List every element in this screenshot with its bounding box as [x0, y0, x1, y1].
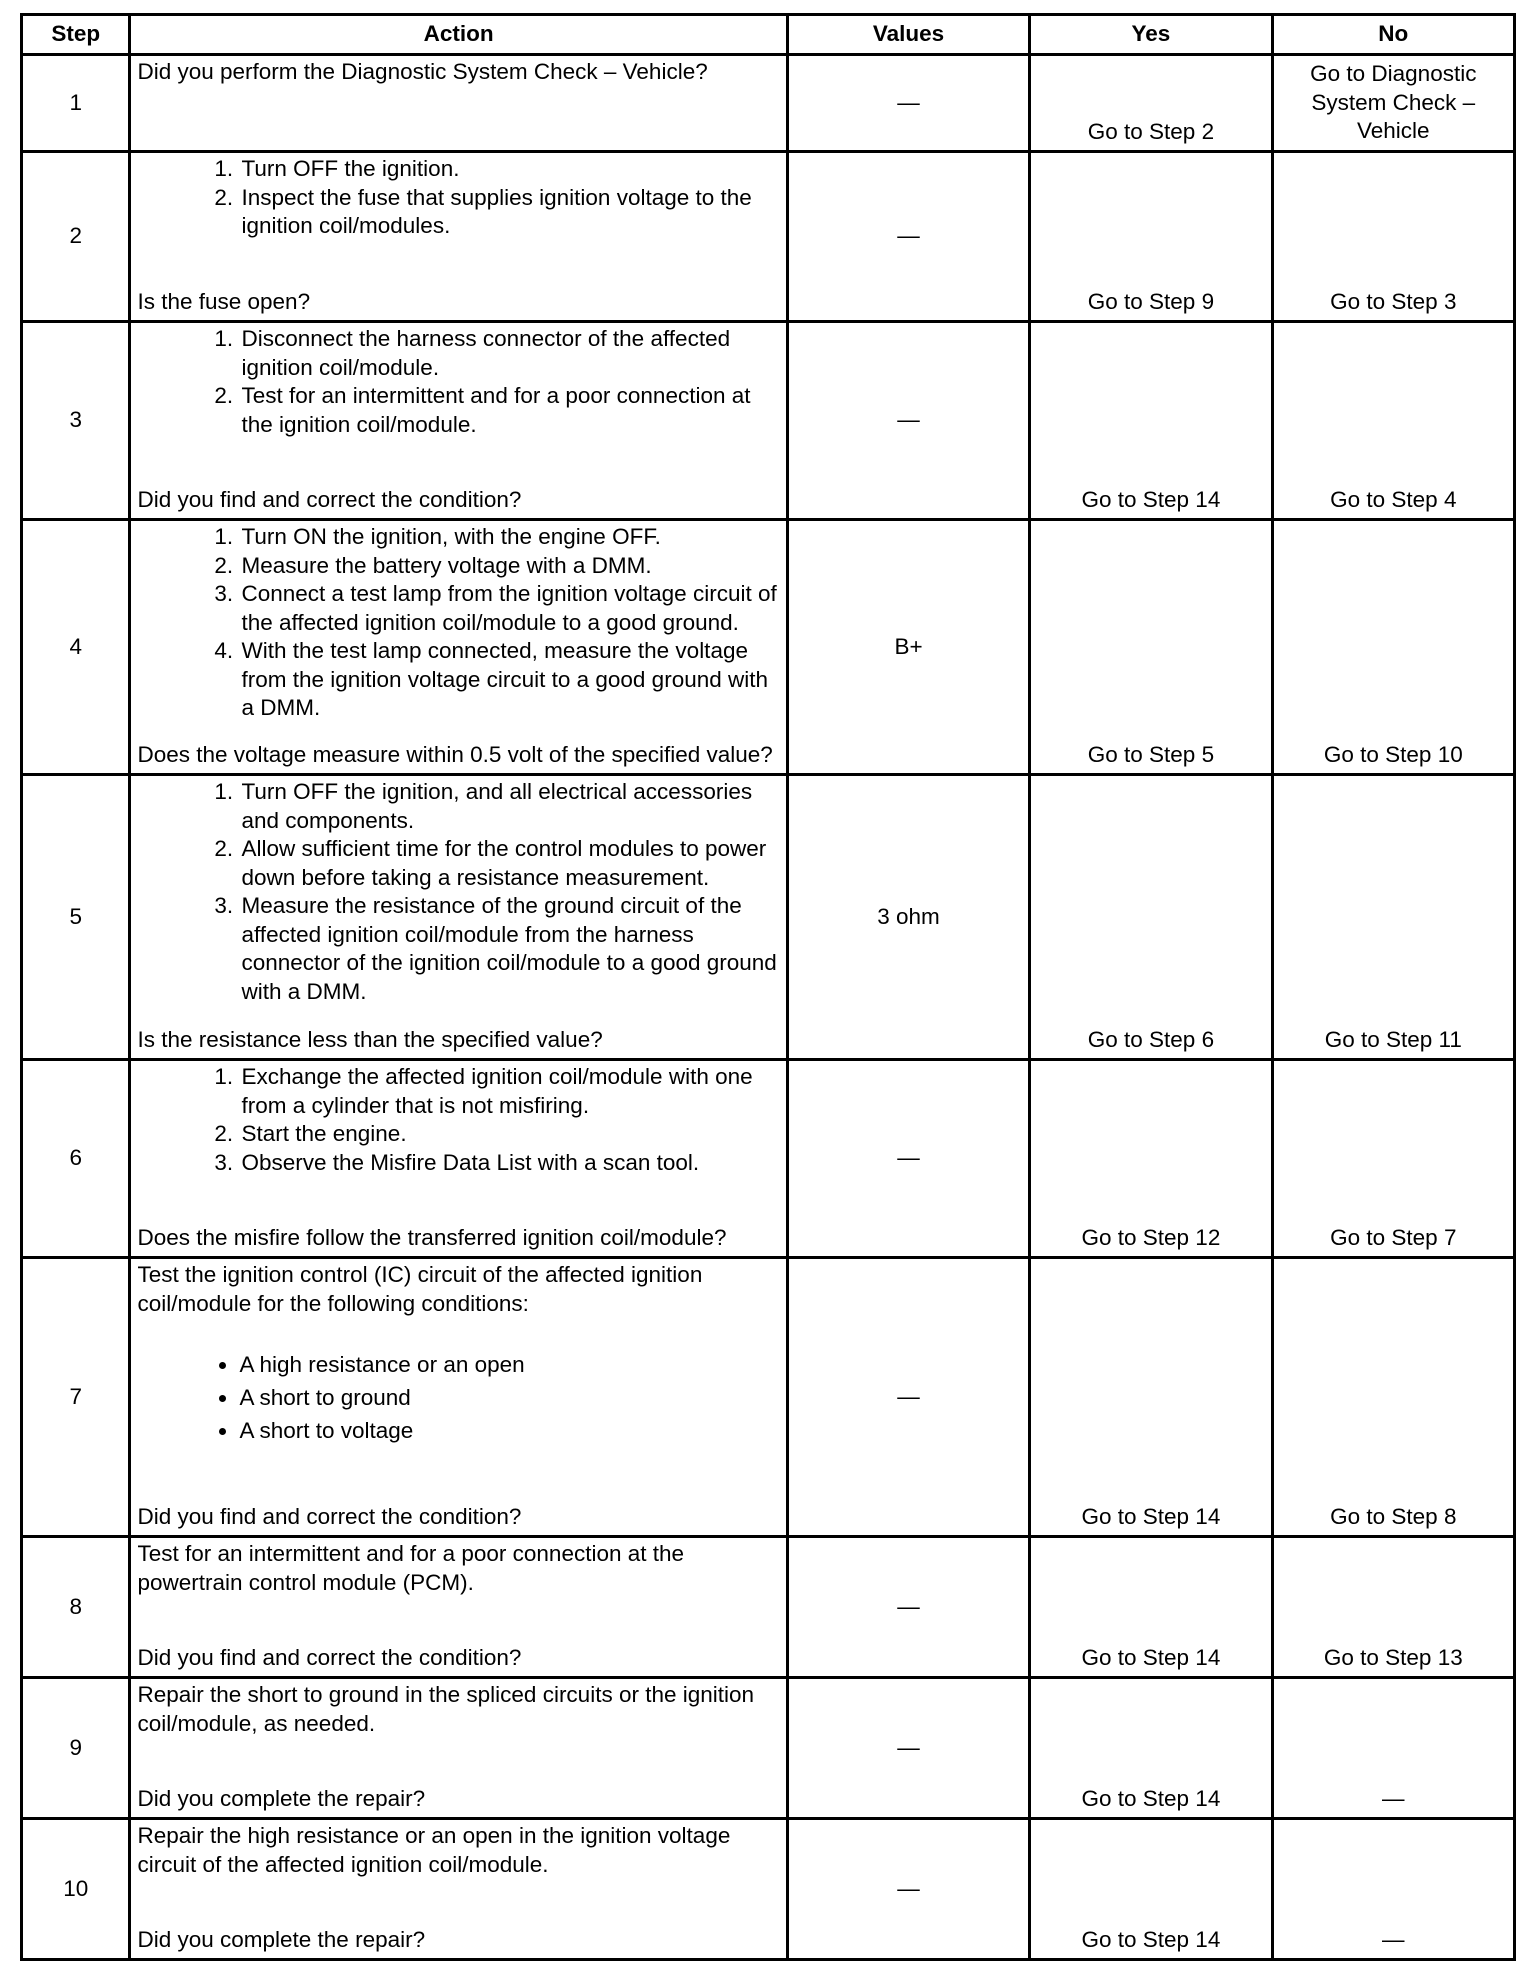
action-question: Does the misfire follow the transferred ignition coil/module?	[137, 1224, 727, 1250]
header-row	[22, 15, 1515, 55]
yes-cell: Go to Step 14	[1030, 1537, 1272, 1678]
action-cell	[130, 55, 787, 152]
value-cell: —	[787, 1819, 1029, 1960]
value-cell: —	[787, 1678, 1029, 1819]
step-number: 10	[22, 1819, 130, 1960]
action-step-item: 1. Exchange the affected ignition coil/module with one from a cylinder that is not misfiring.	[239, 1063, 779, 1120]
no-cell: Go to Step 10	[1272, 520, 1514, 775]
action-question: Did you find and correct the condition?	[137, 1503, 522, 1529]
step-number: 6	[22, 1060, 130, 1258]
yes-cell: Go to Step 12	[1030, 1060, 1272, 1258]
table-row	[22, 1537, 1515, 1678]
action-step-item: 1. Turn OFF the ignition, and all electrical accessories and components.	[239, 778, 779, 835]
step-number: 4	[22, 520, 130, 775]
value-cell: B+	[787, 520, 1029, 775]
yes-cell: Go to Step 5	[1030, 520, 1272, 775]
action-cell	[130, 775, 787, 1060]
no-cell: Go to Diagnostic System Check – Vehicle	[1272, 55, 1514, 152]
step-number: 3	[22, 322, 130, 520]
action-steps	[137, 155, 779, 241]
action-step-item: 1. Disconnect the harness connector of the affected ignition coil/module.	[239, 325, 779, 382]
action-step-item: 3. Connect a test lamp from the ignition voltage circuit of the affected ignition coil/module to a good ground.	[239, 580, 779, 637]
action-cell	[130, 1060, 787, 1258]
value-cell: 3 ohm	[787, 775, 1029, 1060]
header-no: No	[1272, 15, 1514, 55]
action-question: Did you find and correct the condition?	[137, 1644, 522, 1670]
header-step: Step	[22, 15, 130, 55]
no-cell: Go to Step 8	[1272, 1258, 1514, 1537]
action-step-item: 1. Turn OFF the ignition.	[239, 155, 779, 184]
table-row	[22, 1678, 1515, 1819]
condition-item: • A high resistance or an open	[239, 1348, 779, 1381]
no-cell: —	[1272, 1819, 1514, 1960]
yes-cell: Go to Step 9	[1030, 152, 1272, 322]
no-cell: Go to Step 3	[1272, 152, 1514, 322]
action-cell	[130, 1258, 787, 1537]
action-cell	[130, 1678, 787, 1819]
value-cell: —	[787, 55, 1029, 152]
yes-cell: Go to Step 2	[1030, 55, 1272, 152]
action-step-item: 4. With the test lamp connected, measure the voltage from the ignition voltage circuit to a good ground with a DMM.	[239, 637, 779, 723]
action-text: Repair the high resistance or an open in the ignition voltage circuit of the affected ignition coil/module.	[137, 1823, 731, 1877]
value-cell: —	[787, 1060, 1029, 1258]
table-row	[22, 152, 1515, 322]
value-cell: —	[787, 322, 1029, 520]
action-step-item: 2. Start the engine.	[239, 1120, 779, 1149]
action-cell	[130, 1819, 787, 1960]
header-yes: Yes	[1030, 15, 1272, 55]
action-question: Is the resistance less than the specified value?	[137, 1026, 603, 1052]
action-cell	[130, 152, 787, 322]
yes-cell: Go to Step 14	[1030, 1678, 1272, 1819]
step-number: 1	[22, 55, 130, 152]
action-text: Test the ignition control (IC) circuit of the affected ignition coil/module for the following conditions:	[137, 1262, 703, 1316]
action-question: Did you complete the repair?	[137, 1926, 426, 1952]
action-steps	[137, 523, 779, 723]
yes-cell: Go to Step 14	[1030, 322, 1272, 520]
step-number: 7	[22, 1258, 130, 1537]
action-question: Did you perform the Diagnostic System Check – Vehicle?	[137, 59, 708, 84]
action-step-item: 2. Allow sufficient time for the control modules to power down before taking a resistance measurement.	[239, 835, 779, 892]
condition-item: • A short to ground	[239, 1381, 779, 1414]
action-question: Is the fuse open?	[137, 288, 311, 314]
yes-cell: Go to Step 14	[1030, 1819, 1272, 1960]
condition-list	[137, 1348, 779, 1447]
value-cell: —	[787, 152, 1029, 322]
step-number: 2	[22, 152, 130, 322]
action-step-item: 3. Measure the resistance of the ground circuit of the affected ignition coil/module from the harness connector of the ignition coil/module to a good ground with a DMM.	[239, 892, 779, 1006]
step-number: 9	[22, 1678, 130, 1819]
header-action: Action	[130, 15, 787, 55]
action-question: Did you complete the repair?	[137, 1785, 426, 1811]
action-step-item: 3. Observe the Misfire Data List with a scan tool.	[239, 1149, 779, 1178]
action-question: Does the voltage measure within 0.5 volt of the specified value?	[137, 741, 773, 767]
action-cell	[130, 520, 787, 775]
no-cell: —	[1272, 1678, 1514, 1819]
action-step-item: 2. Inspect the fuse that supplies ignition voltage to the ignition coil/modules.	[239, 184, 779, 241]
table-row	[22, 55, 1515, 152]
condition-item: • A short to voltage	[239, 1414, 779, 1447]
action-question: Did you find and correct the condition?	[137, 486, 522, 512]
table-row	[22, 1060, 1515, 1258]
action-steps	[137, 778, 779, 1006]
action-step-item: 2. Measure the battery voltage with a DMM.	[239, 552, 779, 581]
value-cell: —	[787, 1258, 1029, 1537]
action-steps	[137, 325, 779, 439]
no-cell: Go to Step 11	[1272, 775, 1514, 1060]
action-text: Repair the short to ground in the spliced circuits or the ignition coil/module, as needed.	[137, 1682, 755, 1736]
action-cell	[130, 1537, 787, 1678]
no-cell: Go to Step 13	[1272, 1537, 1514, 1678]
value-cell: —	[787, 1537, 1029, 1678]
action-steps	[137, 1063, 779, 1177]
action-text: Test for an intermittent and for a poor connection at the powertrain control module (PCM).	[137, 1541, 685, 1595]
no-cell: Go to Step 7	[1272, 1060, 1514, 1258]
table-row	[22, 775, 1515, 1060]
diagnostic-table	[20, 13, 1516, 1961]
table-row	[22, 322, 1515, 520]
header-values: Values	[787, 15, 1029, 55]
table-row	[22, 1819, 1515, 1960]
step-number: 8	[22, 1537, 130, 1678]
yes-cell: Go to Step 14	[1030, 1258, 1272, 1537]
action-step-item: 1. Turn ON the ignition, with the engine OFF.	[239, 523, 779, 552]
no-cell: Go to Step 4	[1272, 322, 1514, 520]
yes-cell: Go to Step 6	[1030, 775, 1272, 1060]
table-row	[22, 520, 1515, 775]
step-number: 5	[22, 775, 130, 1060]
action-step-item: 2. Test for an intermittent and for a poor connection at the ignition coil/module.	[239, 382, 779, 439]
table-row	[22, 1258, 1515, 1537]
action-cell	[130, 322, 787, 520]
